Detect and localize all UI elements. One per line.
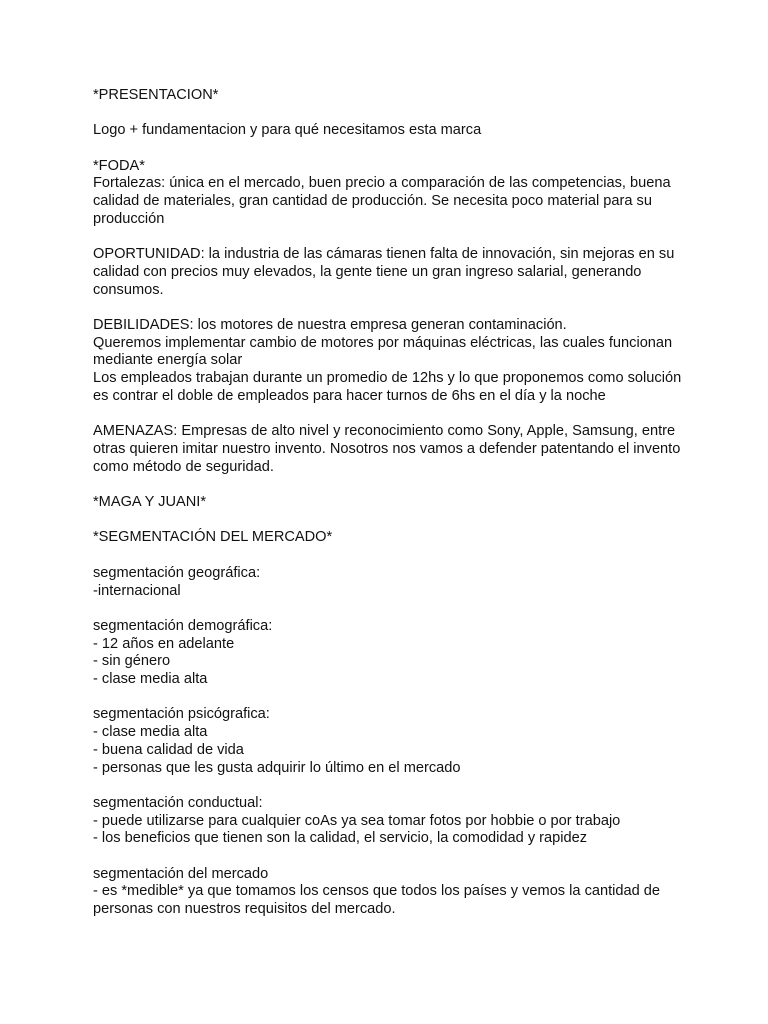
foda-heading: *FODA*: [93, 157, 145, 174]
segment-title: segmentación del mercado: [93, 865, 269, 882]
segmentacion-mercado-block: [93, 866, 693, 919]
segmentacion-psicografica-block: [93, 706, 693, 777]
foda-fortalezas-block: [93, 158, 693, 229]
segment-item: - sin género: [93, 653, 171, 670]
debilidades-line: DEBILIDADES: los motores de nuestra empresa generan contaminación.: [93, 317, 567, 334]
segmentacion-conductual-block: [93, 795, 693, 848]
debilidades-line: Queremos implementar cambio de motores por máquinas eléctricas, las cuales funcionan: [93, 334, 673, 351]
debilidades-line: mediante energía solar: [93, 352, 243, 369]
segment-item: - es *medible* ya que tomamos los censos que todos los países y vemos la cantidad de: [93, 883, 661, 900]
fortalezas-line: producción: [93, 210, 165, 227]
fortalezas-line: calidad de materiales, gran cantidad de producción. Se necesita poco material para su: [93, 193, 652, 210]
segment-item: - puede utilizarse para cualquier coAs ya sea tomar fotos por hobbie o por trabajo: [93, 812, 621, 829]
segment-title: segmentación conductual:: [93, 794, 263, 811]
segment-item: -internacional: [93, 582, 181, 599]
segment-title: segmentación demográfica:: [93, 617, 273, 634]
segmentacion-geografica-block: [93, 565, 693, 600]
presentacion-heading: *PRESENTACION*: [93, 87, 219, 103]
segment-item: - personas que les gusta adquirir lo último en el mercado: [93, 759, 461, 776]
maga-juani-block: [93, 494, 693, 512]
segmentacion-demografica-block: [93, 618, 693, 689]
oportunidad-line: OPORTUNIDAD: la industria de las cámaras tienen falta de innovación, sin mejoras en su: [93, 246, 675, 263]
segment-title: segmentación psicógrafica:: [93, 706, 270, 723]
debilidades-line: es contrar el doble de empleados para hacer turnos de 6hs en el día y la noche: [93, 387, 606, 404]
segment-item: - 12 años en adelante: [93, 635, 235, 652]
oportunidad-line: consumos.: [93, 281, 164, 298]
segment-item: - los beneficios que tienen son la calidad, el servicio, la comodidad y rapidez: [93, 830, 588, 847]
document-page: [93, 87, 693, 937]
segment-title: segmentación geográfica:: [93, 564, 261, 581]
amenazas-line: otras quieren imitar nuestro invento. Nosotros nos vamos a defender patentando el invento: [93, 440, 681, 457]
debilidades-line: Los empleados trabajan durante un promedio de 12hs y lo que proponemos como solución: [93, 370, 682, 387]
amenazas-line: AMENAZAS: Empresas de alto nivel y reconocimiento como Sony, Apple, Samsung, entre: [93, 423, 676, 440]
oportunidad-block: [93, 246, 693, 299]
maga-juani-heading: *MAGA Y JUANI*: [93, 494, 207, 511]
presentacion-text-block: [93, 122, 693, 140]
segment-item: - buena calidad de vida: [93, 741, 244, 758]
debilidades-block: [93, 317, 693, 406]
segmentacion-heading: *SEGMENTACIÓN DEL MERCADO*: [93, 529, 333, 546]
amenazas-line: como método de seguridad.: [93, 458, 274, 475]
oportunidad-line: calidad con precios muy elevados, la gente tiene un gran ingreso salarial, generando: [93, 263, 642, 280]
segment-item: - clase media alta: [93, 671, 208, 688]
fortalezas-line: Fortalezas: única en el mercado, buen precio a comparación de las competencias, buena: [93, 175, 671, 192]
segment-item: personas con nuestros requisitos del mercado.: [93, 901, 396, 918]
segmentacion-heading-block: [93, 529, 693, 547]
presentacion-heading-block: [93, 87, 693, 105]
amenazas-block: [93, 423, 693, 476]
segment-item: - clase media alta: [93, 724, 208, 741]
presentacion-text: Logo + fundamentacion y para qué necesitamos esta marca: [93, 122, 482, 139]
